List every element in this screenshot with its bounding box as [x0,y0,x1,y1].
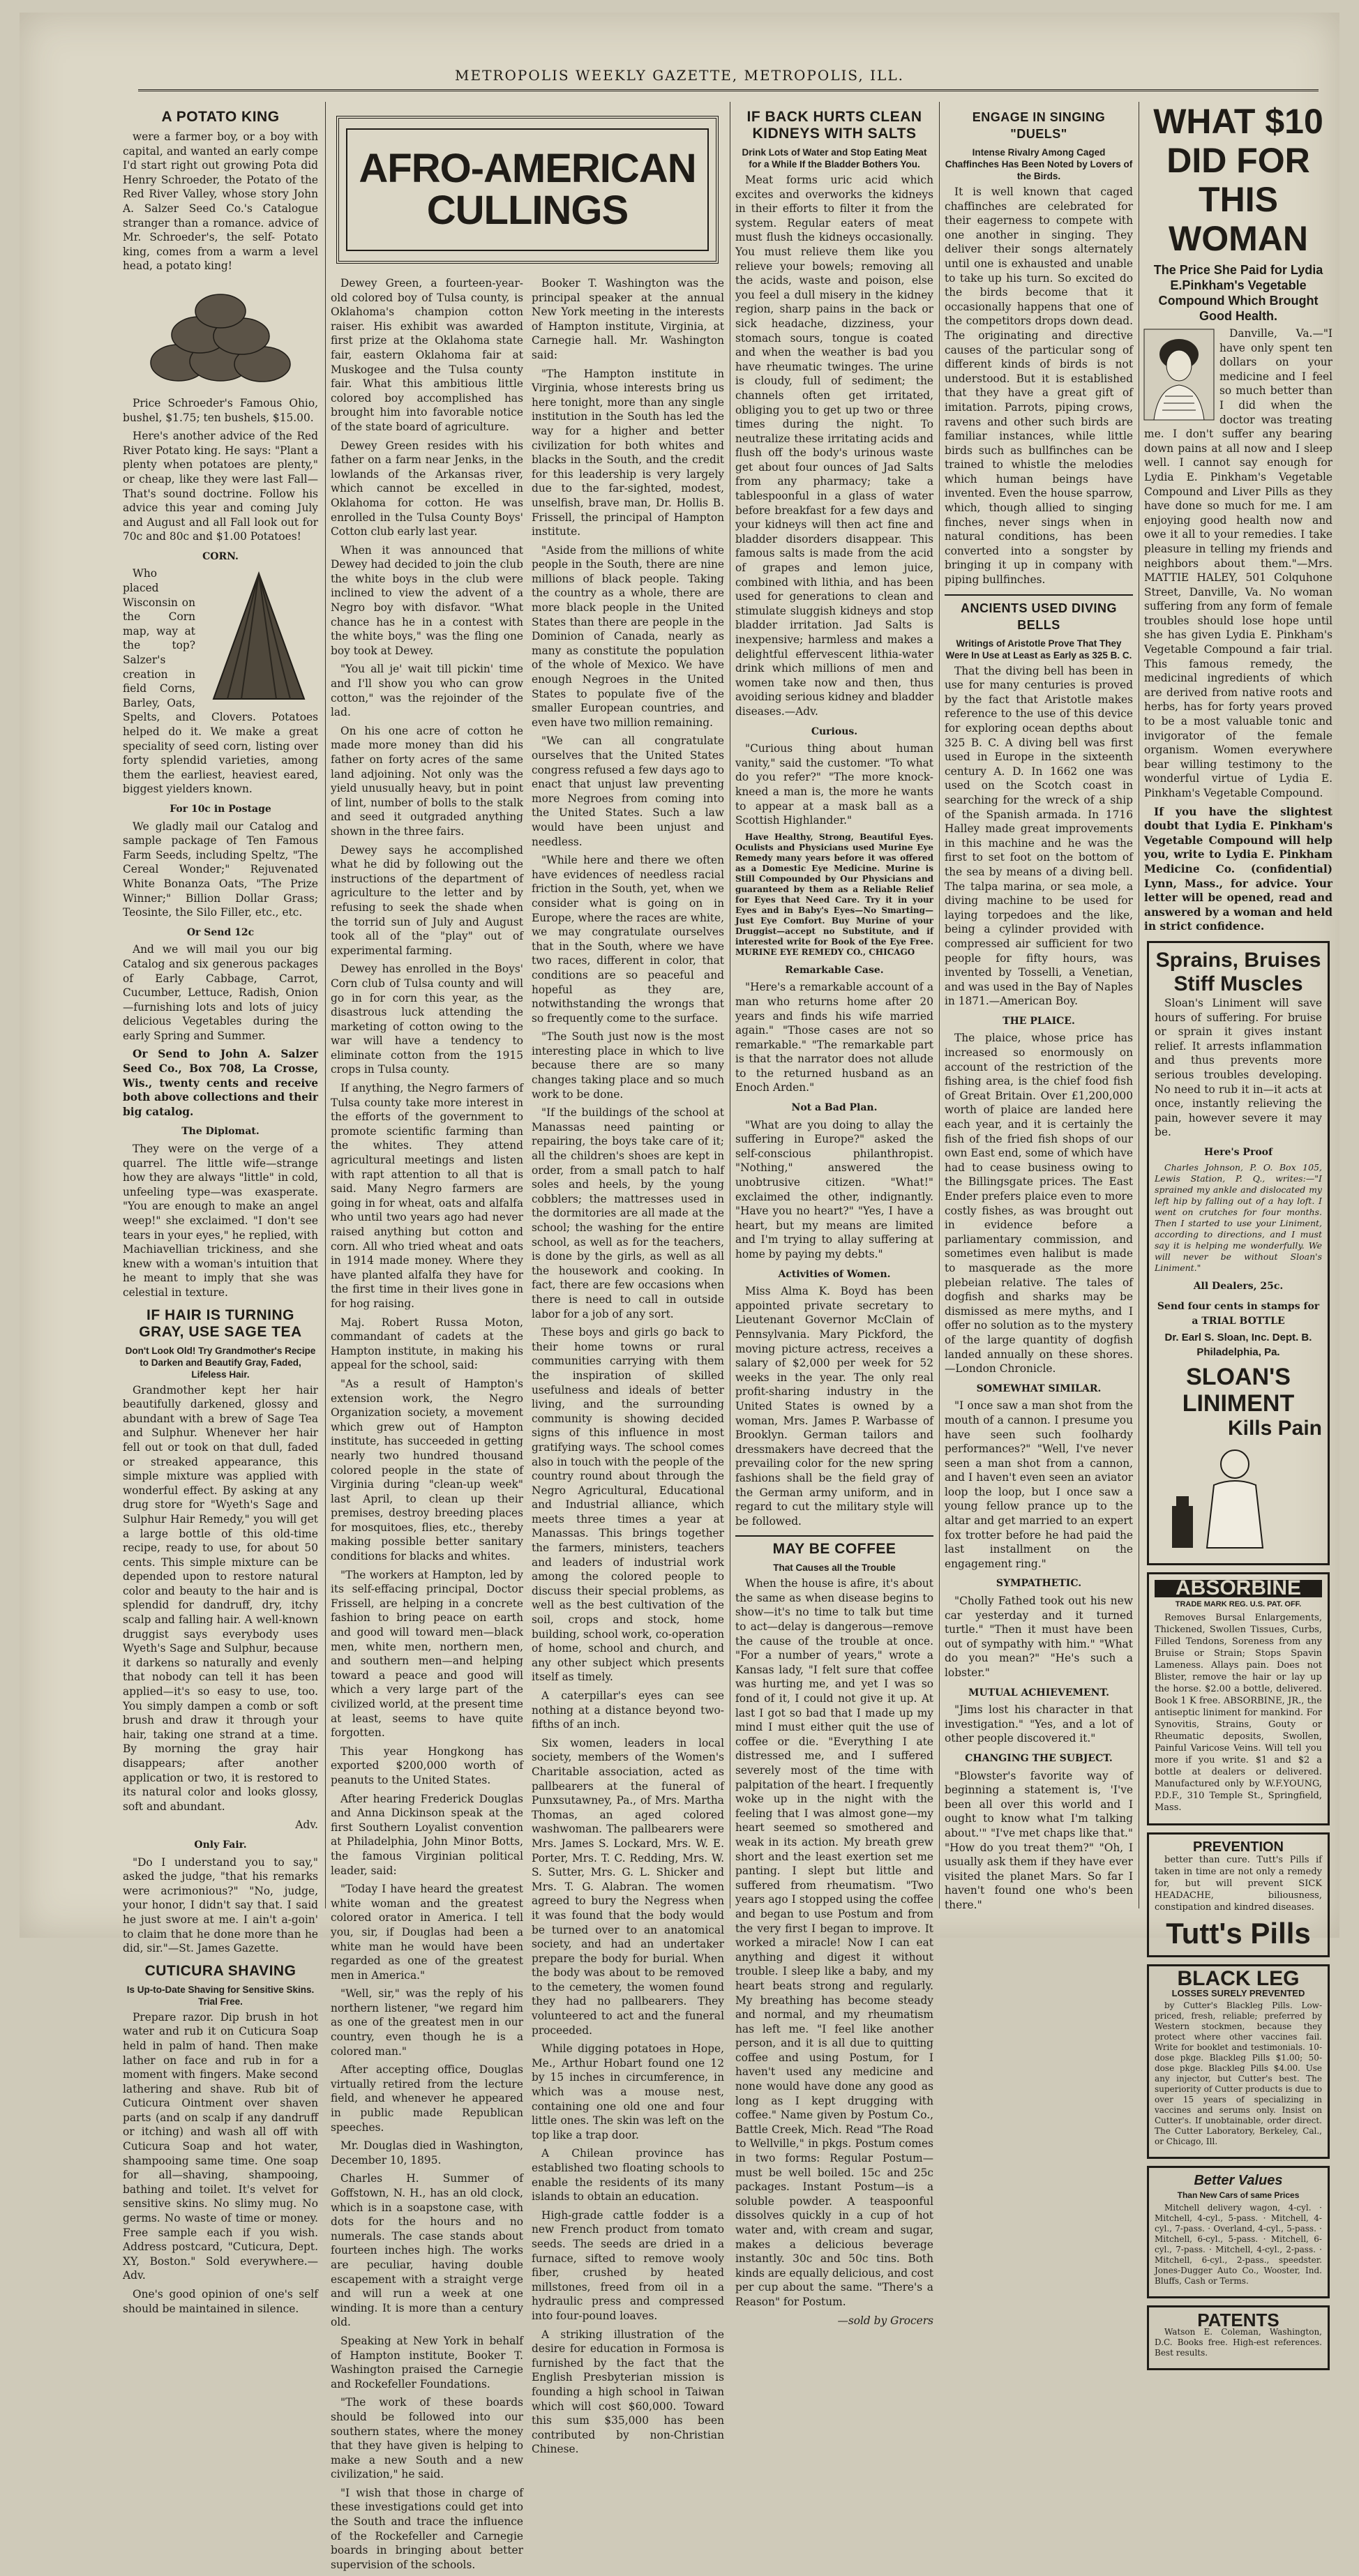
cuticura-end: One's good opinion of one's self should be maintained in silence. [123,2288,318,2315]
better-values-heading: Better Values [1194,2173,1283,2189]
cullings-paragraph: After hearing Frederick Douglas and Anna Dickinson speak at the first Southern Loyalist convention at Philadelphia, John Minor Botts, the famous Virginian political leader, said: [331,1792,523,1877]
mutual-heading: MUTUAL ACHIEVEMENT. [968,1687,1109,1698]
cullings-paragraph: "The Hampton institute in Virginia, whose interests bring us here tonight, more than any single institution in the South has led the way for a higher and better civilization for both whites and blacks in the South, and the credit for this leadership is very largely due to the far-sighted, modest, unselfish, brave man, Dr. Hollis B. Frissell, the principal of Hampton institute. [532,367,724,538]
duels-headline: ENGAGE IN SINGING "DUELS" [972,110,1106,141]
send-body: And we will mail you our big Catalog and six generous packages of Early Cabbage, Carrot, Cucumber, Lettuce, Radish, Onion—furnishing lots and lots of juicy delicious Vegetables during the early Spring and Summer. [123,943,318,1042]
potato-pile-illustration [137,279,304,391]
column-separator [939,102,940,1908]
sage-tea-headline: IF HAIR IS TURNING GRAY, USE SAGE TEA [139,1306,302,1340]
postage-body: We gladly mail our Catalog and sample package of Ten Famous Farm Seeds, including Speltz, "The Cereal Wonder;" Rejuvenated White Bonanza Oats, "The Prize Winner;" Billion Dollar Grass; Teosinte, the Silo Filler, etc., etc. [123,820,318,919]
tutts-ad [1147,1832,1330,1958]
changing-heading: CHANGING THE SUBJECT. [965,1752,1113,1764]
cullings-paragraph: "As a result of Hampton's extension work, the Negro Organization society, a movement which grew out of Hampton institute, has succeeded in getting nearly two hundred thousand colored people in the state of Virginia during "clean-up week" last April, to clean up their premises, destroy breeding places for mosquitoes, flies, etc., thereby making possible better sanitary conditions for blacks and whites. [331,1377,523,1563]
cullings-paragraph: "While here and there we often have evidences of needless racial friction in the South, yet, when we consider what is going on in Europe, where the races are white, we may congratulate ourselves that in the South, where we have two races, different in color, that conditions are so peaceful and hopeful as they are, notwithstanding the wrongs that so frequently come to the surface. [532,854,724,1025]
cullings-paragraph: After accepting office, Douglas virtually retired from the lecture field, and whenever he appeared in public made Republican speeches. [331,2063,523,2134]
sage-tea-adv: Adv. [295,1818,318,1832]
diving-headline: ANCIENTS USED DIVING BELLS [945,594,1133,633]
masthead-rule [138,89,1319,91]
plan-body: "What are you doing to allay the suffering in Europe?" asked the self-conscious philanthropist. "Nothing," answered the unobtrusive citizen. "What!" exclaimed the other, indignantly. "Have you no heart?" "Yes, I have a heart, but my means are limited and I'm trying to allay suffering at home by paying my debts." [735,1118,933,1260]
sympathetic-body: "Cholly Fathed took out his new car yesterday and it turned turtle." "Then it must have been out of sympathy with him." "What do you mean?" "He's such a lobster." [945,1595,1133,1679]
coffee-headline: MAY BE COFFEE [735,1535,933,1558]
absorbine-ad [1147,1572,1330,1825]
sloans-kills-pain: Kills Pain [1227,1417,1322,1440]
cullings-column-b [532,276,724,2576]
sloans-big-name: SLOAN'S LINIMENT [1182,1364,1295,1417]
patents-ad [1147,2305,1330,2371]
column-4 [735,102,933,2327]
sloans-ad [1147,941,1330,1566]
cullings-paragraph: Six women, leaders in local society, members of the Women's Charitable association, acted as pallbearers at the funeral of Punxsutawney, Pa., of Mrs. Martha Thomas, an aged colored washwoman. The pallbearers were Mrs. James S. Lockard, Mrs. W. E. Porter, Mrs. T. C. Redding, Mrs. W. S. Sutter, Mrs. G. L. Shicker and Mrs. T. G. Alabran. The women agreed to bury the Negress when it was found that the body would be turned over to an anatomical society, and had an undertaker prepare the body for burial. When the body was about to be removed to the cemetery, the women found they had no pallbearers. They volunteered to act and the funeral proceeded. [532,1736,724,2037]
potato-king-intro: were a farmer boy, or a boy with capital, and wanted an early compe I'd start right out growing Pota did Henry Schroeder, the Potato of the Red River Valley, whose story John A. Salzer Seed Co.'s Catalogue stranger than a romance. advice of Mr. Schroeder's, the self- Potato king, comes from a warm a level head, a potato king! [123,130,318,273]
patents-body: Watson E. Coleman, Washington, D.C. Books free. High-est references. Best results. [1155,2327,1322,2358]
cullings-paragraph: "We can all congratulate ourselves that the United States congress refused a few days ago to enact that unjust law preventing more Negroes from coming into the United States. Such a law would have been unjust and needless. [532,735,724,848]
mutual-body: "Jims lost his character in that investigation." "Yes, and a lot of other people discovered it." [945,1703,1133,1745]
coffee-subhead: That Causes all the Trouble [773,1562,896,1574]
coffee-body: When the house is afire, it's about the same as when disease begins to show—it's no time to talk but time to act—delay is dangerous—remove the cause of the trouble at once. "For a number of years," wrote a Kansas lady, "I felt sure that coffee was hurting me, and yet I was so fond of it, I could not give it up. At last I got so bad that I made up my mind I must either quit the use of coffee or die. "Everything I ate distressed me, and I suffered severely most of the time with palpitation of the heart. I frequently woke up in the night with the feeling that I was almost gone—my heart seemed so smothered and weak in its action. My breath grew short and the least exertion set me panting. I slept but little and suffered from rheumatism. "Two years ago I stopped using the coffee and began to use Postum and from the very first I began to improve. It worked a miracle! Now I can eat anything and digest it without trouble. I sleep like a baby, and my heart beats strong and regularly. My breathing has become steady and normal, and my rheumatism has left me. "I feel like another person, and it is all due to quitting coffee and using Postum, for I haven't used any medicine and none would have done any good as long as I kept drugging with coffee." Name given by Postum Co., Battle Creek, Mich. Read "The Road to Wellville," in pkgs. Postum comes in two forms: Regular Postum—must be well boiled. 15c and 25c packages. Instant Postum—is a soluble powder. A teaspoonful dissolves quickly in a cup of hot water and, with cream and sugar, makes a delicious beverage instantly. 30c and 50c tins. Both kinds are equally delicious, and cost per cup about the same. "There's a Reason" for Postum. [735,1577,933,2308]
cullings-column-a [331,276,523,2576]
tutts-body: better than cure. Tutt's Pills if taken in time are not only a remedy for, but will prevent SICK HEADACHE, biliousness, constipation and kindred diseases. [1155,1855,1322,1913]
cullings-paragraph: This year Hongkong has exported $200,000 worth of peanuts to the United States. [331,1745,523,1786]
postage-heading: For 10c in Postage [170,803,271,815]
cullings-paragraph: Dewey says he accomplished what he did by following out the instructions of the department of agriculture to the letter and by refusing to seek the shade when the torrid sun of July and August took all of the "play" out of experimental farming. [331,843,523,957]
murine-ad: Have Healthy, Strong, Beautiful Eyes. Oculists and Physicians used Murine Eye Remedy many years before it was offered as a Domestic Eye Medicine. Murine is Still Compounded by Our Physicians and guaranteed by them as a Reliable Relief for Eyes that Need Care. Try it in your Eyes and in Baby's Eyes—No Smarting—Just Eye Comfort. Buy Murine of your Druggist—accept no Substitute, and if interested write for Book of the Eye Free. MURINE EYE REMEDY CO., CHICAGO [735,831,933,957]
patents-name: PATENTS [1197,2309,1279,2330]
kidney-headline: IF BACK HURTS CLEAN KIDNEYS WITH SALTS [746,109,922,142]
potato-body: Here's another advice of the Red River Potato king. He says: "Plant a plenty when potatoes are plenty," or cheap, like they were last Fall—That's sound doctrine. Follow his advice this year and coming July and August and all Fall look out for 70c and 80c and $1.00 Potatoes! [123,430,318,543]
column-6 [1144,102,1332,2358]
cullings-paragraph: On his one acre of cotton he made more money than did his father on forty acres of the same land adjoining. Not only was the yield unusually heavy, but in point of lint, number of bolls to the stalk and seed it outgraded anything shown in the three fairs. [331,724,523,838]
absorbine-trademark: TRADE MARK REG. U.S. PAT. OFF. [1175,1600,1302,1609]
curious-body: "Curious thing about human vanity," said the customer. "To what do you refer?" "The more knock-kneed a man is, the more he wants to appear at a mask ball as a Scottish Highlander." [735,742,933,827]
sloans-trial: Send four cents in stamps for a TRIAL BOTTLE [1157,1301,1320,1327]
column-1 [123,102,318,2315]
remarkable-heading: Remarkable Case. [785,964,884,976]
masthead: METROPOLIS WEEKLY GAZETTE, METROPOLIS, ILL. [455,67,904,84]
tutts-prevention: PREVENTION [1192,1839,1284,1855]
cullings-paragraph: A Chilean province has established two floating schools to enable the residents of its many islands to obtain an education. [532,2147,724,2204]
cullings-paragraph: "I wish that those in charge of these investigations could get into the South and trace the influence of the Rockefeller and Carnegie boards in bringing about better supervision of the schools. [331,2486,523,2571]
pinkham-headline: WHAT $10 DID FOR THIS WOMAN [1153,102,1323,258]
plan-heading: Not a Bad Plan. [791,1102,878,1114]
send-heading: Or Send 12c [186,926,255,938]
remarkable-body: "Here's a remarkable account of a man who returns home after 20 years and finds his wife married again." "Those cases are not so remarkable." "The remarkable part is that the narrator does not allude to the returned husband as an Enoch Arden." [735,981,933,1094]
cullings-paragraph: Speaking at New York in behalf of Hampton institute, Booker T. Washington praised the Carnegie and Rockefeller Foundations. [331,2334,523,2390]
corn-label: CORN. [202,550,239,562]
only-fair-heading: Only Fair. [194,1839,247,1851]
sloans-headline: Sprains, Bruises Stiff Muscles [1155,948,1321,995]
corn-body: Who placed Wisconsin on the Corn map, way at the top? Salzer's creation in field Corns, Barley, Oats, Spelts, and Clovers. Potatoes helped do it. We make a great speciality of seed corn, listing over forty splendid varieties, among them the earliest, heaviest eared, biggest yielders known. [123,567,318,796]
plaice-body: The plaice, whose price has increased so enormously on account of the restriction of the fishing area, is the chief food fish of Great Britain. Over £1,200,000 worth of plaice are landed here each year, and it is certainly the fish of the fried fish shops of our own East end, some of which have had to cease business owing to the Billingsgate prices. The East Ender prefers plaice even to more costly fishes, as was brought out in evidence before a parliamentary commission, and sometimes even halibut is made to masquerade as the more plebeian relative. The tales of dogfish and sharks may be dismissed as mere myths, and I offer no solution as to the mystery of the large quantity of dogfish landed annually on these shores.—London Chronicle. [945,1032,1133,1376]
absorbine-body: Removes Bursal Enlargements, Thickened, Swollen Tissues, Curbs, Filled Tendons, Soreness from any Bruise or Strain; Stops Spavin Lameness. Allays pain. Does not Blister, remove the hair or lay up the horse. $2.00 a bottle, delivered. Book 1 K free. ABSORBINE, JR., the antiseptic liniment for mankind. For Synovitis, Strains, Gouty or Rheumatic deposits, Swollen, Painful Varicose Veins. Will tell you more if you write. $1 and $2 a bottle at dealers or delivered. Manufactured only by W.F.YOUNG, P.D.F., 310 Temple St., Springfield, Mass. [1155,1612,1322,1813]
cullings-paragraph: "Today I have heard the greatest white woman and the greatest colored orator in America. I tell you, sir, if Douglas had been a white man he would have been regarded as one of the greatest men in America." [331,1883,523,1982]
cullings-columns [331,276,724,2576]
column-separator [325,102,326,1908]
cullings-header: AFRO-AMERICAN CULLINGS [346,128,709,251]
diplomat-heading: The Diplomat. [181,1126,260,1138]
cullings-paragraph: "The workers at Hampton, led by its self-effacing principal, Doctor Frissell, are helping in a concrete fashion to bring peace on earth and good will toward men—black men, white men, northern men, and southern men—and helping toward a peace and good will which a very large part of the civilized world, at the present time at least, seems to have quite forgotten. [331,1568,523,1740]
better-values-list: Mitchell delivery wagon, 4-cyl. · Mitchell, 4-cyl., 5-pass. · Mitchell, 4-cyl., 7-pass. · Overland, 4-cyl., 5-pass. · Mitchell, 6-cyl., 5-pass. · Mitchell, 6-cyl., 7-pass. · Mitchell, 4-cyl., 2-pass. · Mitchell, 6-cyl., 2-pass., speedster. Jones-Dugger Auto Co., Wooster, Ind. Bluffs, Cash or Terms. [1155,2202,1322,2286]
kidney-subhead: Drink Lots of Water and Stop Eating Meat for a While If the Bladder Bothers You. [742,147,927,170]
woman-portrait-illustration [1144,329,1214,420]
sloans-body: Sloan's Liniment will save hours of suffering. For bruise or sprain it gives instant relief. It arrests inflammation and thus prevents more serious troubles developing. No need to rub it in—it acts at once, instantly relieving the pain, however severe it may be. [1155,996,1322,1139]
cullings-paragraph: Mr. Douglas died in Washington, December 10, 1895. [331,2139,523,2167]
cullings-paragraph: "If the buildings of the school at Manassas need painting or repairing, the boys take care of it; all the children's shoes are kept in order, from a small patch to half soles and heels, by the young cobblers; the mattresses used in the dormitories are all made at the school; the washing for the entire school, as well as for the teachers, is done by the girls, as well as all the housework and cooking. In fact, there are few occasions when there is need to call in outside labor for a job of any sort. [532,1106,724,1320]
sloans-price: All Dealers, 25c. [1193,1281,1284,1293]
pinkham-subhead: The Price She Paid for Lydia E.Pinkham's Vegetable Compound Which Brought Good Health. [1153,263,1323,323]
cullings-paragraph: "The work of these boards should be followed into our southern states, where the money that they have given is helping to make a new South and a new civilization," he said. [331,2396,523,2481]
cullings-header-box [336,116,719,264]
cullings-paragraph: A caterpillar's eyes can see nothing at a distance beyond two-fifths of an inch. [532,1689,724,1731]
better-values-ad [1147,2166,1330,2298]
cullings-paragraph: Dewey Green resides with his father on a farm near Jenks, in the lowlands of the Arkansas river, which cannot be excelled in Oklahoma for cotton. He was enrolled in the Tulsa County Boys' Cotton club early last year. [331,439,523,538]
sage-tea-subhead: Don't Look Old! Try Grandmother's Recipe to Darken and Beautify Gray, Faded, Lifeless Hair. [125,1345,316,1380]
cullings-paragraph: "Well, sir," was the reply of his northern listener, "we regard him as one of the greatest men in our country, even though he is a colored man." [331,1987,523,2058]
cullings-paragraph: These boys and girls go back to their home towns or rural communities carrying with them the inspiration of skilled usefulness and ideals of better living, and the surrounding community is showing decided signs of this influence in most gratifying ways. The school comes also in touch with the people of the country round about through the Negro Agricultural, Educational and Industrial alliance, which meets three times a year at Manassas. This brings together the farmers, ministers, teachers and leaders of industrial work among the colored people to discuss their special problems, as well as the best cultivation of the soil, crops and stock, home building, school work, co-operation of home, school and church, and any other subject which presents itself as timely. [532,1326,724,1684]
pinkham-body: Danville, Va.—"I have only spent ten dollars on your medicine and I feel so much better than I did when the doctor was treating me. I don't suffer any bearing down pains at all now and I sleep well. I cannot say enough for Lydia E. Pinkham's Vegetable Compound and Liver Pills as they have done so much for me. I am enjoying good health now and owe it all to your remedies. I take pleasure in telling my friends and neighbors about them."—Mrs. MATTIE HALEY, 501 Colquhone Street, Danville, Va. No woman suffering from any form of female troubles should lose hope until she has given Lydia E. Pinkham's Vegetable Compound a fair trial. This famous remedy, the medicinal ingredients of which are derived from native roots and herbs, has for forty years proved to be a most valuable tonic and invigorator of the female organism. Women everywhere bear willing testimony to the wonderful virtue of Lydia E. Pinkham's Vegetable Compound. [1144,327,1332,799]
diving-body: That the diving bell has been in use for many centuries is proved by the fact that Aristotle makes reference to the use of this device for exploring ocean depths about 325 B. C. A diving bell was first used in Europe in the sixteenth century A. D. In 1662 one was used on the Scotch coast in searching for the wreck of a ship of the Spanish armada. In 1716 Halley made great improvements in this machine and he was the first to set foot on the bottom of the sea by means of a diving bell. The talpa marina, or sea mole, a diving machine to be used for laying torpedoes and the like, being a cylinder provided with compressed air sufficient for two people for fifty hours, was invented by Tosselli, a Venetian, and was used in the Bay of Naples in 1871.—American Boy. [945,664,1133,1008]
duels-subhead: Intense Rivalry Among Caged Chaffinches Has Been Noted by Lovers of the Birds. [945,147,1133,181]
curious-heading: Curious. [811,725,858,737]
women-heading: Activities of Women. [778,1268,891,1280]
sage-tea-body: Grandmother kept her hair beautifully darkened, glossy and abundant with a brew of Sage Tea and Sulphur. Whenever her hair fell out or took on that dull, faded or streaked appearance, this simple mixture was applied with wonderful effect. By asking at any drug store for "Wyeth's Sage and Sulphur Hair Remedy," you will get a large bottle of this old-time recipe, ready to use, for about 50 cents. This simple mixture can be depended upon to restore natural color and beauty to the hair and is splendid for dandruff, dry, itchy scalp and falling hair. A well-known druggist says everybody uses Wyeth's Sage and Sulphur, because it darkens so naturally and evenly that nobody can tell it has been applied—it's so easy to use, too. You simply dampen a comb or soft brush and draw it through your hair, taking one strand at a time. By morning the gray hair disappears; after another application or two, it is restored to its natural color and looks glossy, soft and abundant. [123,1383,318,1813]
changing-body: "Blowster's favorite way of beginning a statement is, 'I've been all over this world and I ought to know what I'm talking about.'" "I've met chaps like that." "How do you treat them?" "Oh, I usually ask them if they have ever visited the planet Mars. So far I haven't found one who's been there." [945,1769,1133,1911]
potato-king-headline: A POTATO KING [161,109,280,125]
only-fair-body: "Do I understand you to say," asked the judge, "that his remarks were acrimonious?" "No, judge, your honor, I didn't say that. I said he just swore at me. I ain't a-goin' to claim that he done more than he did, sir."—St. James Gazette. [123,1855,318,1955]
cuticura-headline: CUTICURA SHAVING [144,1962,296,1979]
potato-price: Price Schroeder's Famous Ohio, bushel, $1.75; ten bushels, $15.00. [123,396,318,424]
diving-subhead: Writings of Aristotle Prove That They Were In Use at Least as Early as 325 B. C. [945,638,1132,661]
cullings-paragraph: "The South just now is the most interesting place in which to live because there are so many changes taking place and so much work to be done. [532,1030,724,1101]
cullings-paragraph: Booker T. Washington was the principal speaker at the annual New York meeting in the interests of Hampton institute, Virginia, at Carnegie hall. Mr. Washington said: [532,277,724,361]
cullings-paragraph: "You all je' wait till pickin' time and I'll show you who can grow cotton," was the rejoinder of the lad. [331,663,523,719]
cullings-paragraph: Dewey Green, a fourteen-year-old colored boy of Tulsa county, is Oklahoma's champion cotton raiser. His exhibit was awarded first prize at the Oklahoma state fair, eastern Oklahoma fair at Muskogee and the Tulsa county fair. What this ambitious little colored boy accomplished has brought him into favorable notice of the state board of agriculture. [331,277,523,433]
cullings-paragraph: Charles H. Summer of Goffstown, N. H., has an old clock, which is in a soapstone case, with dots for the hours and no numerals. The case stands about fourteen inches high. The works are peculiar, having double escapement with a straight verge and will run a week at one winding. It is more than a century old. [331,2172,523,2329]
cuticura-body: Prepare razor. Dip brush in hot water and rub it on Cuticura Soap held in palm of hand. Then make lather on face and rub in for a moment with fingers. Make second lathering and shave. Rub bit of Cuticura Ointment over shaven parts (and on scalp if any dandruff or itching) and wash all off with Cuticura Soap and hot water, shampooing same time. One soap for all—shaving, shampooing, bathing and toilet. It's velvet for sensitive skins. No slimy mug. No germs. No waste of time or money. Free sample each if you wish. Address postcard, "Cuticura, Dept. XY, Boston." Sold everywhere.—Adv. [123,2010,318,2282]
cullings-paragraph: "Aside from the millions of white people in the South, there are nine millions of black people. Taking the country as a whole, there are more black people in the United States than there are people in the Dominion of Canada, nearly as many as constitute the population of the whole of Mexico. We have enough Negroes in the United States to populate five of the smaller European countries, and even have two million remaining. [532,543,724,729]
afro-american-cullings [331,102,724,2571]
corn-shock-illustration [200,566,318,706]
column-5 [945,102,1133,1911]
blackleg-body: by Cutter's Blackleg Pills. Low-priced, fresh, reliable; preferred by Western stockmen, because they protect where other vaccines fail. Write for booklet and testimonials. 10-dose pkge. Blackleg Pills $1.00; 50-dose pkge. Blackleg Pills $4.00. Use any injector, but Cutter's best. The superiority of Cutter products is due to over 15 years of specializing in vaccines and serums only. Insist on Cutter's. If unobtainable, order direct. The Cutter Laboratory, Berkeley, Cal., or Chicago, Ill. [1155,2001,1322,2147]
similar-heading: SOMEWHAT SIMILAR. [976,1383,1102,1394]
sloans-address: Dr. Earl S. Sloan, Inc. Dept. B. Philadelphia, Pa. [1164,1332,1312,1358]
cullings-paragraph: While digging potatoes in Hope, Me., Arthur Hobart found one 12 by 15 inches in circumference, in which was a mouse nest, containing one old one and four little ones. The skin was left on the top like a trap door. [532,2042,724,2141]
sympathetic-heading: SYMPATHETIC. [996,1578,1082,1590]
kidney-body: Meat forms uric acid which excites and overworks the kidneys in their efforts to filter it from the system. Regular eaters of meat must flush the kidneys occasionally. You must relieve them like you relieve your bowels; removing all the acids, waste and poison, else you feel a dull misery in the kidney region, sharp pains in the back or sick headache, dizziness, your stomach sours, tongue is coated and when the weather is bad you have rheumatic twinges. The urine is cloudy, full of sediment; the channels often get irritated, obliging you to get up two or three times during the night. To neutralize these irritating acids and flush off the body's urinous waste get about four ounces of Jad Salts from any pharmacy; take a tablespoonful in a glass of water before breakfast for a few days and your kidneys will then act fine and bladder disorders disappear. This famous salts is made from the acid of grapes and lemon juice, combined with lithia, and has been used for generations to clean and stimulate sluggish kidneys and stop bladder irritation. Jad Salts is inexpensive; harmless and makes a delightful effervescent lithia-water drink which millions of men and women take now and then, thus avoiding serious kidney and bladder diseases.—Adv. [735,174,933,718]
sloans-testimonial: Charles Johnson, P. O. Box 105, Lewis Station, P. Q., writes:—"I sprained my ankle and dislocated my left hip by falling out of a hay loft. I went on crutches for four months. Then I started to use your Liniment, according to directions, and I must say it is helping me wonderfully. We will never be without Sloan's Liniment." [1155,1162,1322,1274]
coffee-end: —sold by Grocers [837,2314,933,2327]
better-values-subhead: Than New Cars of same Prices [1177,2190,1300,2200]
diplomat-body: They were on the verge of a quarrel. The little wife—strange how they are always "little" in cold, unfeeling type—was exasperate. "You are enough to make an angel weep!" she exclaimed. "I don't see tears in your eyes," he replied, with Machiavellian trickiness, and she knew with a woman's intuition that he meant to imply that she was celestial in texture. [123,1143,318,1299]
similar-body: "I once saw a man shot from the mouth of a cannon. I presume you have seen such foolhardy performances?" "Well, I've never seen a man shot from a cannon, and I haven't even seen an aviator loop the loop, but I once saw a young fellow prance up to the altar and get married to an expert fox trotter before he had paid the last installment on the engagement ring." [945,1399,1133,1570]
man-with-bottle-illustration [1158,1443,1319,1555]
pinkham-bold: If you have the slightest doubt that Lydia E. Pinkham's Vegetable Compound will help you, write to Lydia E. Pinkham Medicine Co. (confidential) Lynn, Mass., for advice. Your letter will be opened, read and answered by a woman and held in strict confidence. [1144,805,1332,933]
cullings-paragraph: When it was announced that Dewey had decided to join the club the white boys in the club were inclined to view the advent of a Negro boy with disfavor. "What chance has he in a contest with the white boys," was the fling one boy took at Dewey. [331,543,523,657]
cullings-paragraph: Maj. Robert Russa Moton, commandant of cadets at the Hampton institute, in making his appeal for the school, said: [331,1316,523,1372]
duels-body: It is well known that caged chaffinches are celebrated for their eagerness to compete with one another in singing. They deliver their songs alternately until one is exhausted and unable to take up his turn. So excited do the birds become that it occasionally happens that one of the competitors drops down dead. The originating and directive causes of the particular song of different kinds of birds is not understood. But it is established that they have a great gift of imitation. Parrots, piping crows, ravens and other such birds are familiar instances, while little birds such as bullfinches can be trained to whistle the melodies which human beings have invented. Even the house sparrow, which, though allied to singing finches, never sings when in natural conditions, has been converted into a songster by bringing it up in company with piping bullfinches. [945,186,1133,587]
tutts-name: Tutt's Pills [1166,1917,1311,1950]
sloans-proof: Here's Proof [1203,1146,1273,1158]
blackleg-ad [1147,1964,1330,2159]
absorbine-name: ABSORBINE [1155,1580,1322,1597]
cullings-paragraph: Dewey has enrolled in the Boys' Corn club of Tulsa county and will go in for corn this year, as the disastrous luck attending the marketing of cotton owing to the war will have a tendency to eliminate cotton from the 1915 crops in Tulsa county. [331,963,523,1076]
cullings-paragraph: If anything, the Negro farmers of Tulsa county take more interest in the efforts of the government to promote scientific farming than the whites. They attend agricultural meetings and listen with rapt attention to all that is said. Many Negro farmers are going in for wheat, oats and alfalfa who until two years ago had never raised anything but cotton and corn. All who tried wheat and oats in 1914 made money. Where they have planted alfalfa they have for the first time in their lives gone in for hog raising. [331,1082,523,1310]
plaice-heading: THE PLAICE. [1003,1015,1075,1027]
cuticura-subhead: Is Up-to-Date Shaving for Sensitive Skins. Trial Free. [126,1984,315,2007]
newspaper-page [20,13,1339,2571]
salzer-address: Or Send to John A. Salzer Seed Co., Box 708, La Crosse, Wis., twenty cents and receive both above collections and their big catalog. [123,1048,318,1118]
cullings-paragraph: A striking illustration of the desire for education in Formosa is furnished by the fact that the English Presbyterian mission is founding a high school in Taiwan which will cost $60,000. Toward this sum $35,000 has been contributed by non-Christian Chinese. [532,2328,724,2456]
women-body: Miss Alma K. Boyd has been appointed private secretary to Lieutenant Governor McClain of Pennsylvania. Mary Pickford, the moving picture actress, receives a salary of $2,000 per week for 52 weeks in the year. The only real profit-sharing industry in the United States is owned by a woman, Mrs. James P. Warbasse of Brooklyn. German tailors and dressmakers have decreed that the prevailing color for the new spring fashions shall be the field gray of the German army uniform, and in regard to cut the military style will be followed. [735,1285,933,1528]
blackleg-big: BLACK LEG [1177,1967,1300,1991]
cullings-paragraph: High-grade cattle fodder is a new French product from tomato seeds. The seeds are dried in a furnace, sifted to remove wooly fiber, crushed by heated millstones, freed from oil in a hydraulic press and compressed into four-pound loaves. [532,2208,724,2322]
blackleg-heading: LOSSES SURELY PREVENTED [1171,1987,1305,1998]
